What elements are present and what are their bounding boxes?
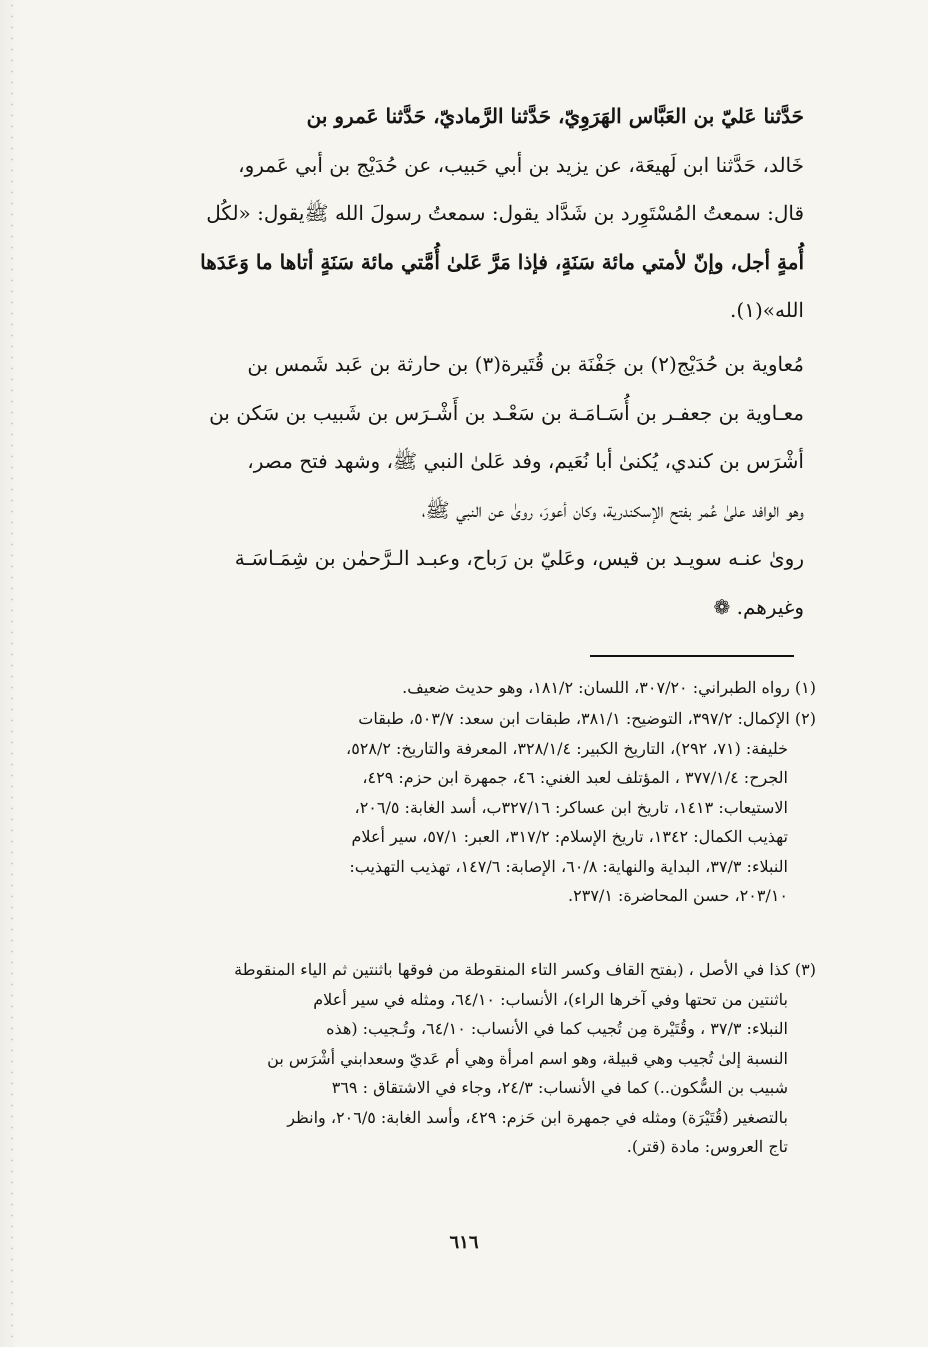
text-line: قال: سمعتُ المُسْتَوِرد بن شَدَّاد يقول: سمعتُ رسولَ الله ﷺيقول: «لكُل xyxy=(206,201,804,225)
footnote-line: تاج العروس: مادة (قتر). xyxy=(626,1137,788,1156)
text-line: أُمةٍ أجل، وإنّ لأمتي مائة سَنَةٍ، فإذا مَرَّ عَلىٰ أُمَّتي مائة سَنَةٍ أتاها ما وَعَدَها xyxy=(200,249,804,274)
footnote-line: النبلاء: ٣٧/٣، البداية والنهاية: ٦٠/٨، الإصابة: ١٤٧/٦، تهذيب التهذيب: xyxy=(349,856,788,876)
hadith-text xyxy=(108,92,804,335)
hadith-paragraph xyxy=(108,92,804,335)
biography-text xyxy=(108,340,804,631)
footnote-line: شبيب بن السُّكون..) كما في الأنساب: ٢٤/٣، وجاء في الاشتقاق : ٣٦٩ xyxy=(331,1078,788,1097)
footnote-2 xyxy=(108,704,816,911)
footnote-line: (٣) كذا في الأصل ، (بفتح القاف وكسر التاء المنقوطة من فوقها باثنتين ثم الياء المنقوطة xyxy=(234,960,816,979)
text-line: أشْرَس بن كندي، يُكنىٰ أبا نُعَيم، وفد عَلىٰ النبي ﷺ، وشهد فتح مصر، xyxy=(247,449,804,473)
footnote-line: النبلاء: ٣٧/٣ ، وقُتَيْرة مِن تُجيب كما في الأنساب: ٦٤/١٠، وتُـجيب: (هذه xyxy=(326,1019,788,1038)
text-line: خَالد، حَدَّثنا ابن لَهيعَة، عن يزيد بن أبي حَبيب، عن حُدَيْج بن أبي عَمرو، xyxy=(238,152,804,177)
footnote-3 xyxy=(108,955,816,1162)
binding-gutter xyxy=(10,0,14,1347)
footnote-separator xyxy=(590,655,794,657)
footnote-line: باثنتين من تحتها وفي آخرها الراء)، الأنساب: ٦٤/١٠، ومثله في سير أعلام xyxy=(313,989,788,1009)
footnote-line: ٢٠٣/١٠، حسن المحاضرة: ٢٣٧/١. xyxy=(568,886,788,905)
footnote-line: بالتصغير (قُتَيْرَة) ومثله في جمهرة ابن حَزم: ٤٢٩، وأسد الغابة: ٢٠٦/٥، وانظر xyxy=(287,1107,788,1127)
text-line: حَدَّثنا عَليّ بن العَبَّاس الهَرَوِيّ، حَدَّثنا الرَّماديّ، حَدَّثنا عَمرو بن xyxy=(306,104,804,128)
footnote-line: (٢) الإكمال: ٣٩٧/٢، التوضيح: ٣٨١/١، طبقات ابن سعد: ٥٠٣/٧، طبقات xyxy=(358,709,816,728)
footnote-line: الجرح: ٣٧٧/١/٤ ، المؤتلف لعبد الغني: ٤٦، جمهرة ابن حزم: ٤٢٩، xyxy=(362,768,788,787)
footnote-line: الاستيعاب: ١٤١٣، تاريخ ابن عساكر: ٣٢٧/١٦ب، أسد الغابة: ٢٠٦/٥، xyxy=(354,797,788,817)
text-line: وغيرهم. ❁ xyxy=(713,594,804,619)
text-line: وهو الوافد علىٰ عُمر بفتح الإسكندرية، وكان أعورَ، روىٰ عن النبي ﷺ، xyxy=(421,497,804,522)
text-line: مُعاوية بن حُدَيْج(٢) بن جَفْنَة بن قُتَيرة(٣) بن حارثة بن عَبد شَمس بن xyxy=(247,352,804,376)
text-line: معـاوية بن جعفـر بن أُسَـامَـة بن سَعْـد بن أَشْـرَس بن شَبيب بن سَكن بن xyxy=(209,400,804,425)
page-number: ٦١٦ xyxy=(449,1232,479,1253)
text-line: روىٰ عنـه سويـد بن قيس، وعَليّ بن رَباح، وعبـد الـرَّحمٰن بن شِمَـاسَـة xyxy=(234,546,804,570)
biography-paragraph xyxy=(108,340,804,631)
text-line: الله»(١). xyxy=(730,298,804,322)
footnote-line: النسبة إلىٰ تُجيب وهي قبيلة، وهو اسم امرأة وهي أم عَديّ وسعدابني أشْرَس بن xyxy=(267,1048,788,1068)
footnote-line: (١) رواه الطبراني: ٣٠٧/٢٠، اللسان: ١٨١/٢، وهو حديث ضعيف. xyxy=(402,678,816,697)
footnote-1 xyxy=(108,673,816,703)
footnote-line: خليفة: (٧١، ٢٩٢)، التاريخ الكبير: ٣٢٨/١/٤، المعرفة والتاريخ: ٥٢٨/٢، xyxy=(346,738,788,758)
footnote-line: تهذيب الكمال: ١٣٤٢، تاريخ الإسلام: ٣١٧/٢، العبر: ٥٧/١، سير أعلام xyxy=(351,827,788,846)
